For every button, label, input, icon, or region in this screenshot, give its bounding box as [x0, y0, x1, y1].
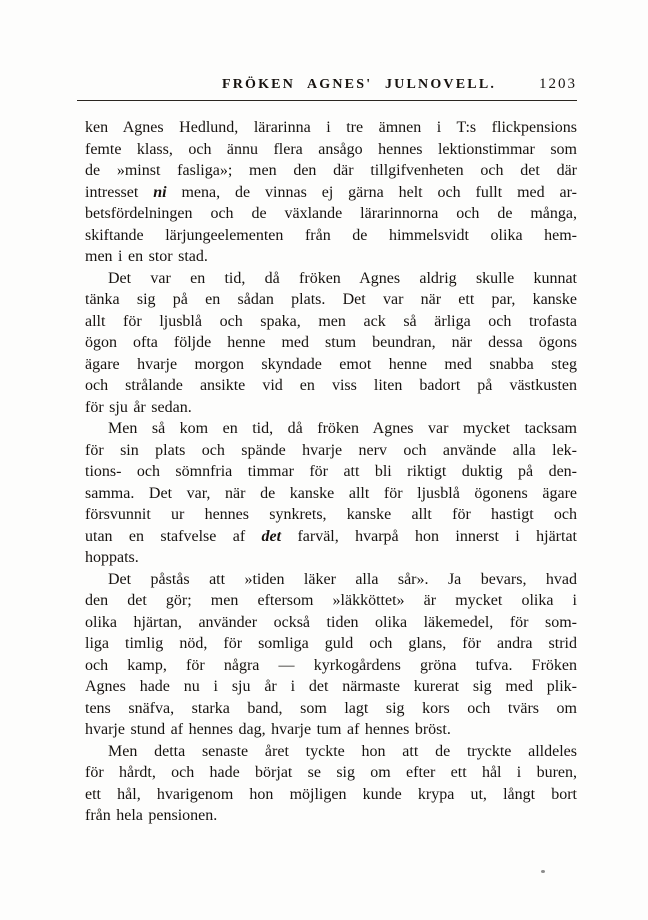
text-line: Men så kom en tid, då fröken Agnes var mycket tacksam — [108, 420, 577, 437]
text-line: och strålande ansikte vid en viss liten badort på västkusten — [85, 377, 577, 394]
emphasized-word: det — [261, 527, 282, 545]
text-line: tions- och sömnfria timmar för att bli riktigt duktig på den- — [85, 463, 577, 480]
text-line: betsfördelningen och de växlande lärarinnorna och de många, — [85, 205, 577, 222]
running-header-title: FRÖKEN AGNES' JULNOVELL. — [221, 77, 497, 92]
text-line: ägare hvarje morgon skyndade emot henne med snabba steg — [85, 355, 577, 373]
ink-speck — [541, 870, 545, 873]
text-line: tens snäfva, starka band, som lagt sig kors och tvärs om — [85, 699, 577, 717]
text-line: och kamp, för några — kyrkogårdens gröna tufva. Fröken — [85, 656, 577, 674]
running-header — [85, 77, 577, 94]
text-line: Men detta senaste året tyckte hon att de tryckte alldeles — [108, 742, 577, 760]
emphasized-word: ni — [153, 183, 167, 201]
paragraph — [85, 741, 577, 827]
text-line: Det var en tid, då fröken Agnes aldrig skulle kunnat — [108, 269, 577, 287]
header-rule — [77, 100, 577, 101]
text-line: från hela pensionen. — [85, 807, 218, 824]
text-line: femte klass, och ännu flera ansågo hennes lektionstimmar som — [85, 140, 577, 158]
text-line: ken Agnes Hedlund, lärarinna i tre ämnen i T:s flickpensions — [85, 119, 577, 136]
text-line: olika hjärtan, använder också tiden olika läkemedel, för som- — [85, 613, 577, 631]
paragraph — [85, 569, 577, 741]
text-line: intresset ni mena, de vinnas ej gärna helt och fullt med ar- — [85, 183, 577, 201]
text-line: för hårdt, och hade börjat se sig om efter ett hål i buren, — [85, 764, 577, 781]
text-block — [85, 0, 577, 827]
text-line: men i en stor stad. — [85, 248, 208, 265]
text-line: hvarje stund af hennes dag, hvarje tum af hennes bröst. — [85, 721, 451, 738]
page-number: 1203 — [539, 76, 577, 92]
page-body — [85, 117, 577, 827]
paragraph — [85, 268, 577, 419]
text-line: hoppats. — [85, 549, 139, 566]
text-line: den det gör; men eftersom »läkköttet» är mycket olika i — [85, 592, 577, 609]
text-line: utan en stafvelse af det farväl, hvarpå hon innerst i hjärtat — [85, 527, 577, 545]
text-line: för sin plats och spände hvarje nerv och använde alla lek- — [85, 441, 577, 459]
text-line: ögon ofta följde henne med stum beundran, när dessa ögons — [85, 334, 577, 351]
text-line: samma. Det var, när de kanske allt för ljusblå ögonens ägare — [85, 484, 577, 502]
text-line: tänka sig på en sådan plats. Det var när ett par, kanske — [85, 291, 577, 308]
text-line: försvunnit ur hennes synkrets, kanske allt för hastigt och — [85, 506, 577, 523]
text-line: allt för ljusblå och spaka, men ack så ärliga och trofasta — [85, 312, 577, 330]
text-line: ett hål, hvarigenom hon möjligen kunde krypa ut, långt bort — [85, 785, 577, 803]
text-line: liga timlig nöd, för somliga guld och glans, för andra strid — [85, 635, 577, 652]
text-line: för sju år sedan. — [85, 398, 192, 416]
text-line: Agnes hade nu i sju år i det närmaste kurerat sig med plik- — [85, 678, 577, 695]
text-line: Det påstås att »tiden läker alla sår». Ja bevars, hvad — [108, 570, 577, 588]
paragraph — [85, 418, 577, 569]
text-line: de »minst fasliga»; men den där tillgifvenheten och det där — [85, 162, 577, 179]
text-line: skiftande lärjungeelementen från de himmelsvidt olika hem- — [85, 226, 577, 244]
paragraph — [85, 117, 577, 268]
